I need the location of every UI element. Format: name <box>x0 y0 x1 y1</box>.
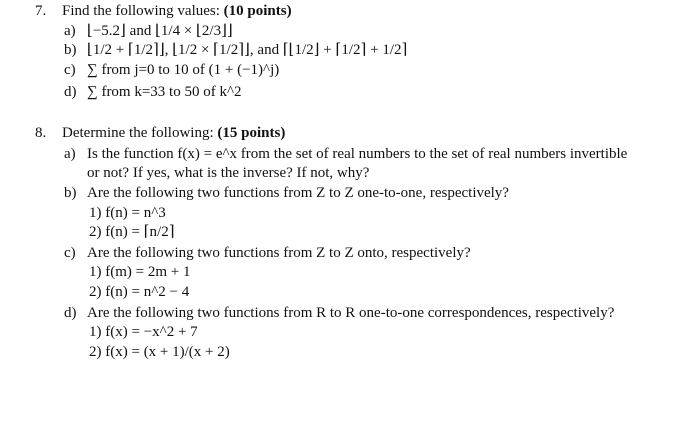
q8c-item-1: 1) f(m) = 2m + 1 <box>89 264 191 280</box>
q8a-line2: or not? If yes, what is the inverse? If not, why? <box>87 165 370 181</box>
q7a-text: ⌊−5.2⌋ and ⌊1/4 × ⌊2/3⌋⌋ <box>87 23 233 39</box>
q8d-item-2: 2) f(x) = (x + 1)/(x + 2) <box>89 344 230 360</box>
q7-points: (10 points) <box>223 3 292 19</box>
q7d-text: ∑ from k=33 to 50 of k^2 <box>87 84 242 100</box>
q7c-text: ∑ from j=0 to 10 of (1 + (−1)^j) <box>87 62 280 78</box>
q8b-item-1: 1) f(n) = n^3 <box>89 205 166 221</box>
q7a-label: a) <box>64 23 76 39</box>
q7d-label: d) <box>64 84 77 100</box>
q7-prompt-text: Find the following values: <box>62 3 224 19</box>
q8d-label: d) <box>64 305 77 321</box>
q8b-label: b) <box>64 185 77 201</box>
q8c-text: Are the following two functions from Z to Z onto, respectively? <box>87 245 471 261</box>
q8-points: (15 points) <box>217 125 286 141</box>
q7c-label: c) <box>64 62 76 78</box>
q8c-item-2: 2) f(n) = n^2 − 4 <box>89 284 190 300</box>
q8a-label: a) <box>64 146 76 162</box>
q8d-item-1: 1) f(x) = −x^2 + 7 <box>89 324 198 340</box>
q8-number: 8. <box>35 125 47 141</box>
q8b-text: Are the following two functions from Z to Z one-to-one, respectively? <box>87 185 509 201</box>
q7-prompt <box>62 2 292 20</box>
q7b-text: ⌊1/2 + ⌈1/2⌉⌋, ⌊1/2 × ⌈1/2⌉⌋, and ⌈⌊1/2⌋ + ⌈1/2⌉ + 1/2⌉ <box>87 42 408 58</box>
q7b-label: b) <box>64 42 77 58</box>
q8-prompt-text: Determine the following: <box>62 125 218 141</box>
q8-prompt <box>62 124 285 142</box>
q8c-label: c) <box>64 245 76 261</box>
q8d-text: Are the following two functions from R to R one-to-one correspondences, respectively? <box>87 305 615 321</box>
q7-number: 7. <box>35 3 47 19</box>
q8a-line1: Is the function f(x) = e^x from the set of real numbers to the set of real numbers invertible <box>87 146 628 162</box>
q8b-item-2: 2) f(n) = ⌈n/2⌉ <box>89 224 175 240</box>
